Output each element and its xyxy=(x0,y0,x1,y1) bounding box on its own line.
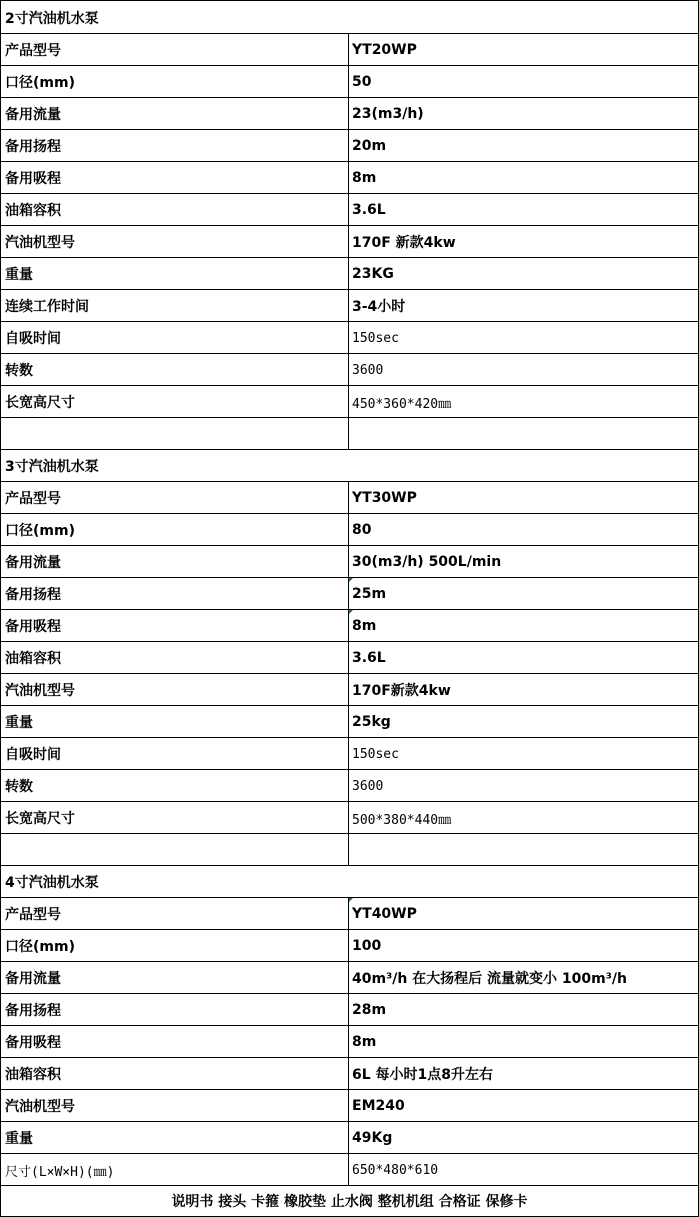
section-title-row xyxy=(0,449,699,482)
spec-value: 150sec xyxy=(352,746,399,762)
spec-row xyxy=(0,545,699,578)
spec-label: 备用流量 xyxy=(1,962,349,994)
spec-label: 备用流量 xyxy=(1,546,349,578)
spec-value: 3600 xyxy=(352,778,384,794)
spec-row xyxy=(0,929,699,962)
spec-row xyxy=(0,321,699,354)
spec-label: 口径(mm) xyxy=(1,514,349,546)
spec-row xyxy=(0,897,699,930)
spec-value: YT30WP xyxy=(352,490,417,506)
spec-value: YT20WP xyxy=(352,42,417,58)
spec-row xyxy=(0,417,699,450)
spec-label: 口径(mm) xyxy=(1,66,349,98)
spec-value: 25kg xyxy=(352,714,391,730)
spec-row xyxy=(0,161,699,194)
spec-row xyxy=(0,257,699,290)
spec-value: 3.6L xyxy=(352,202,386,218)
spec-value: YT40WP xyxy=(349,898,698,930)
spec-row xyxy=(0,673,699,706)
section-title: 4寸汽油机水泵 xyxy=(5,875,99,891)
spec-row xyxy=(0,769,699,802)
spec-value: 80 xyxy=(352,522,372,538)
spec-row xyxy=(0,1153,699,1186)
spec-label: 油箱容积 xyxy=(1,642,349,674)
spec-label: 产品型号 xyxy=(1,34,349,66)
spec-label: 转数 xyxy=(1,770,349,802)
spec-label: 备用吸程 xyxy=(1,1026,349,1058)
spec-row xyxy=(0,513,699,546)
spec-value: 6L 每小时1点8升左右 xyxy=(352,1067,494,1083)
spec-label: 汽油机型号 xyxy=(1,1090,349,1122)
spec-row xyxy=(0,641,699,674)
spec-label: 备用扬程 xyxy=(1,578,349,610)
spec-row xyxy=(0,1025,699,1058)
spec-label: 汽油机型号 xyxy=(1,674,349,706)
spec-value xyxy=(349,418,698,450)
spec-value: 23KG xyxy=(352,266,394,282)
section-title-row xyxy=(0,865,699,898)
spec-label: 产品型号 xyxy=(1,482,349,514)
spec-label: 口径(mm) xyxy=(1,930,349,962)
accessories-row xyxy=(0,1185,699,1217)
spec-row xyxy=(0,225,699,258)
spec-label: 油箱容积 xyxy=(1,1058,349,1090)
spec-label: 油箱容积 xyxy=(1,194,349,226)
spec-row xyxy=(0,481,699,514)
spec-row xyxy=(0,353,699,386)
spec-value: 500*380*440㎜ xyxy=(352,812,452,828)
spec-row xyxy=(0,609,699,642)
spec-value xyxy=(349,834,698,866)
spec-value: 20m xyxy=(352,138,387,154)
spec-label: 重量 xyxy=(1,1122,349,1154)
spec-label xyxy=(1,418,349,450)
spec-row xyxy=(0,705,699,738)
spec-label: 自吸时间 xyxy=(1,738,349,770)
spec-label: 备用扬程 xyxy=(1,130,349,162)
spec-row xyxy=(0,833,699,866)
spec-label: 备用流量 xyxy=(1,98,349,130)
spec-row xyxy=(0,193,699,226)
spec-label: 汽油机型号 xyxy=(1,226,349,258)
spec-value: 170F新款4kw xyxy=(352,683,451,699)
spec-value: 8m xyxy=(349,610,698,642)
spec-value: 49Kg xyxy=(352,1130,393,1146)
spec-label: 长宽高尺寸 xyxy=(1,802,349,834)
spec-value: 23(m3/h) xyxy=(352,106,424,122)
spec-value: 50 xyxy=(352,74,372,90)
spec-label: 重量 xyxy=(1,258,349,290)
spec-row xyxy=(0,1057,699,1090)
spec-label: 备用吸程 xyxy=(1,610,349,642)
spec-row xyxy=(0,737,699,770)
spec-value: 40m³/h 在大扬程后 流量就变小 100m³/h xyxy=(352,971,627,987)
section-title: 3寸汽油机水泵 xyxy=(5,459,99,475)
spec-value: 450*360*420㎜ xyxy=(352,396,452,412)
accessories-list: 说明书 接头 卡箍 橡胶垫 止水阀 整机机组 合格证 保修卡 xyxy=(171,1194,528,1210)
spec-value: EM240 xyxy=(352,1098,405,1114)
section-title: 2寸汽油机水泵 xyxy=(5,10,99,27)
spec-row xyxy=(0,129,699,162)
spec-label xyxy=(1,834,349,866)
spec-row xyxy=(0,385,699,418)
spec-row xyxy=(0,993,699,1026)
spec-label: 备用扬程 xyxy=(1,994,349,1026)
spec-row xyxy=(0,289,699,322)
spec-value: 650*480*610 xyxy=(352,1162,439,1178)
spec-value: 150sec xyxy=(352,330,399,346)
spec-row xyxy=(0,65,699,98)
spec-value: 28m xyxy=(352,1002,387,1018)
spec-value: 30(m3/h) 500L/min xyxy=(352,554,502,570)
spec-value: 3.6L xyxy=(352,650,386,666)
section-title-row xyxy=(0,0,699,34)
spec-value: 3600 xyxy=(352,362,384,378)
spec-row xyxy=(0,801,699,834)
spec-row xyxy=(0,97,699,130)
spec-label: 备用吸程 xyxy=(1,162,349,194)
spec-row xyxy=(0,33,699,66)
spec-value: 25m xyxy=(349,578,698,610)
spec-value: 170F 新款4kw xyxy=(352,235,456,251)
spec-value: 8m xyxy=(352,170,377,186)
spec-label: 长宽高尺寸 xyxy=(1,386,349,418)
spec-value: 100 xyxy=(352,938,382,954)
spec-row xyxy=(0,577,699,610)
spec-label: 尺寸(L×W×H)(㎜) xyxy=(1,1154,349,1186)
spec-row xyxy=(0,1089,699,1122)
spec-label: 转数 xyxy=(1,354,349,386)
spec-row xyxy=(0,1121,699,1154)
spec-label: 自吸时间 xyxy=(1,322,349,354)
spec-label: 产品型号 xyxy=(1,898,349,930)
spec-row xyxy=(0,961,699,994)
spec-label: 重量 xyxy=(1,706,349,738)
spec-label: 连续工作时间 xyxy=(1,290,349,322)
spec-value: 3-4小时 xyxy=(352,299,406,315)
spec-value: 8m xyxy=(352,1034,377,1050)
